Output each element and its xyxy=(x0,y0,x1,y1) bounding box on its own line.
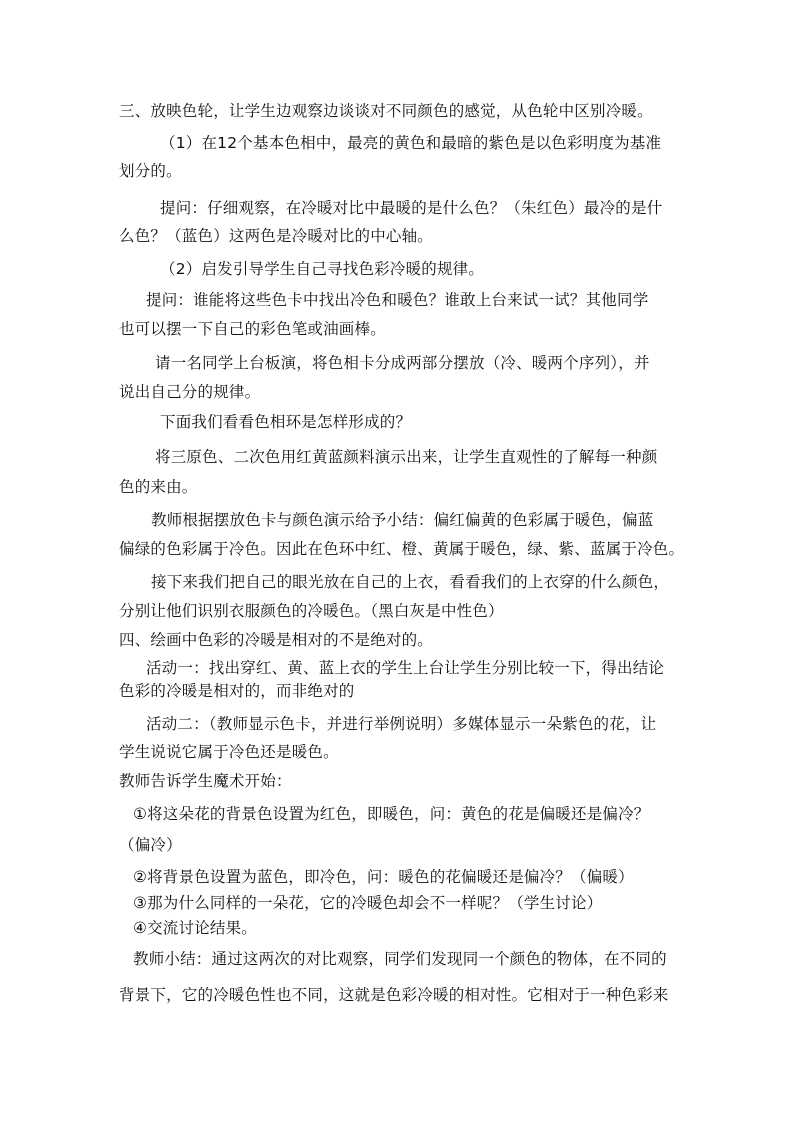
paragraph-line: 么色？（蓝色）这两色是冷暖对比的中心轴。 xyxy=(119,227,434,245)
paragraph-line: 活动一：找出穿红、黄、蓝上衣的学生上台让学生分别比较一下，得出结论 xyxy=(146,659,665,677)
paragraph-line: 下面我们看看色相环是怎样形成的？ xyxy=(160,413,412,431)
list-item: （偏冷） xyxy=(119,836,182,854)
paragraph-line: （2）启发引导学生自己寻找色彩冷暖的规律。 xyxy=(160,260,485,278)
list-item: ③那为什么同样的一朵花，它的冷暖色却会不一样呢？（学生讨论） xyxy=(133,894,603,912)
paragraph-line: 教师告诉学生魔术开始： xyxy=(119,772,292,790)
paragraph-line: 接下来我们把自己的眼光放在自己的上衣，看看我们的上衣穿的什么颜色， xyxy=(151,573,670,591)
list-item: ②将背景色设置为蓝色，即冷色，问：暖色的花偏暖还是偏冷？（偏暖） xyxy=(133,868,634,886)
paragraph-line: 色彩的冷暖是相对的，而非绝对的 xyxy=(119,682,355,700)
paragraph-line: 色的来由。 xyxy=(119,478,198,496)
paragraph-line: 提问：仔细观察，在冷暖对比中最暖的是什么色？（朱红色）最冷的是什 xyxy=(160,199,663,217)
paragraph-line: 说出自己分的规律。 xyxy=(119,383,261,401)
paragraph-line: 也可以摆一下自己的彩色笔或油画棒。 xyxy=(119,320,386,338)
paragraph-line: 教师根据摆放色卡与颜色演示给予小结：偏红偏黄的色彩属于暖色，偏蓝 xyxy=(151,511,654,529)
paragraph-line: 划分的。 xyxy=(119,162,182,180)
list-item: ④交流讨论结果。 xyxy=(133,919,257,937)
list-item: ①将这朵花的背景色设置为红色，即暖色，问：黄色的花是偏暖还是偏冷？ xyxy=(133,805,650,823)
paragraph-line: 偏绿的色彩属于冷色。因此在色环中红、橙、黄属于暖色，绿、紫、蓝属于冷色。 xyxy=(119,540,685,558)
paragraph-line: 活动二：（教师显示色卡，并进行举例说明）多媒体显示一朵紫色的花，让 xyxy=(146,715,657,733)
paragraph-line: 教师小结：通过这两次的对比观察，同学们发现同一个颜色的物体，在不同的 xyxy=(133,950,667,968)
paragraph-line: 学生说说它属于冷色还是暖色。 xyxy=(119,743,339,761)
paragraph-line: 将三原色、二次色用红黄蓝颜料演示出来，让学生直观性的了解每一种颜 xyxy=(155,448,658,466)
paragraph-line: 背景下，它的冷暖色性也不同，这就是色彩冷暖的相对性。它相对于一种色彩来 xyxy=(119,986,669,1004)
paragraph-line: 分别让他们识别衣服颜色的冷暖色。（黑白灰是中性色） xyxy=(119,602,504,620)
paragraph-line: 提问：谁能将这些色卡中找出冷色和暖色？谁敢上台来试一试？其他同学 xyxy=(146,291,649,309)
section-3-heading: 三、放映色轮，让学生边观察边谈谈对不同颜色的感觉，从色轮中区别冷暖。 xyxy=(119,102,653,120)
section-4-heading: 四、绘画中色彩的冷暖是相对的不是绝对的。 xyxy=(119,631,434,649)
paragraph-line: 请一名同学上台板演，将色相卡分成两部分摆放（冷、暖两个序列），并 xyxy=(155,354,650,372)
paragraph-line: （1）在12个基本色相中，最亮的黄色和最暗的紫色是以色彩明度为基准 xyxy=(160,134,662,152)
